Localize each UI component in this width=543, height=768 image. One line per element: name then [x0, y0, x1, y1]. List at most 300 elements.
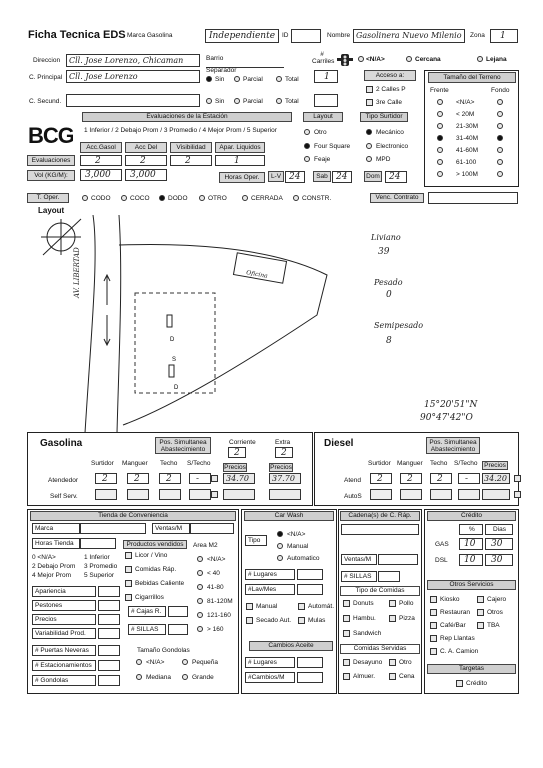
- vol-label: Vol (KG/M):: [27, 170, 75, 181]
- otros-label-0: Kiosko: [440, 596, 460, 603]
- dom-field[interactable]: [385, 171, 407, 183]
- carriles-label: # Carriles: [312, 51, 335, 65]
- layout-feaje-radio[interactable]: [304, 156, 310, 162]
- oper-radio-5[interactable]: [293, 195, 299, 201]
- producto-label-3: Cigarrillos: [135, 594, 164, 601]
- puertas-value-field[interactable]: [98, 645, 120, 656]
- precio-diesel-field[interactable]: [482, 473, 510, 484]
- gas-atend-field-1[interactable]: [127, 473, 149, 484]
- corriente-label: Corriente: [229, 439, 256, 446]
- marca-field[interactable]: [32, 523, 80, 534]
- vol2-field[interactable]: [125, 169, 167, 181]
- sep1-total-label: Total: [285, 76, 299, 83]
- gondola-pequena-label: Pequeña: [192, 659, 219, 666]
- name-label: Nombre: [327, 32, 351, 39]
- frente-radio-6[interactable]: [437, 171, 443, 177]
- dsl-self-field-2[interactable]: [430, 489, 452, 500]
- desayuno-checkbox[interactable]: [343, 659, 350, 666]
- bcg-logo-text: BCG: [28, 123, 73, 147]
- terreno-option-2: 21-30M: [456, 123, 479, 130]
- brand-field[interactable]: [205, 29, 279, 43]
- precio-corriente-field[interactable]: [223, 473, 255, 484]
- tienda-scale-4: 4 Mejor Prom: [32, 572, 72, 579]
- producto-checkbox-2[interactable]: [125, 580, 132, 587]
- dsl-atend-value-3: -: [465, 474, 469, 484]
- gondolas-field[interactable]: [32, 675, 96, 686]
- cw-lugares-value[interactable]: [297, 569, 323, 580]
- area-radio-0[interactable]: [197, 556, 203, 562]
- dsl-self-field-1[interactable]: [400, 489, 422, 500]
- direccion-field[interactable]: [66, 54, 200, 67]
- dsl-pct-field[interactable]: [459, 554, 483, 566]
- frente-radio-2[interactable]: [437, 123, 443, 129]
- producto-label-1: Comidas Ráp.: [135, 566, 177, 573]
- area-label-1: < 40: [207, 570, 220, 577]
- credito-tarjeta-label: Crédito: [466, 680, 487, 687]
- cajas-field[interactable]: [128, 606, 166, 617]
- tienda-scale-3: 3 Promedio: [84, 563, 118, 570]
- fondo-radio-0[interactable]: [497, 99, 503, 105]
- pollo-label: Pollo: [399, 600, 414, 607]
- metric-field-3[interactable]: [32, 628, 96, 639]
- cw-lav-field[interactable]: [245, 584, 295, 595]
- otros-checkbox-7[interactable]: [430, 648, 437, 655]
- lv-field[interactable]: [285, 171, 305, 183]
- terreno-option-5: 61-100: [456, 159, 477, 166]
- credito-pct-header: [459, 524, 483, 535]
- gondola-mediana-radio[interactable]: [136, 674, 142, 680]
- brand-label: Marca Gasolina: [127, 32, 173, 39]
- area-radio-2[interactable]: [197, 584, 203, 590]
- metric-field-0[interactable]: [32, 586, 96, 597]
- ca-mes-value[interactable]: [297, 672, 323, 683]
- fondo-radio-6[interactable]: [497, 171, 503, 177]
- metric-value-1[interactable]: [98, 600, 120, 611]
- cw-automat-checkbox[interactable]: [298, 603, 305, 610]
- oper-radio-2[interactable]: [159, 195, 165, 201]
- sep2-total-radio[interactable]: [276, 98, 282, 104]
- dsl-atend-field-3[interactable]: [458, 473, 480, 484]
- gas-atend-value-3: -: [196, 474, 200, 484]
- cadena-sillas-label: # SILLAS: [344, 573, 372, 580]
- tienda-title: Tienda de Conveniencia: [30, 511, 236, 521]
- pump-label-1: D: [170, 337, 175, 343]
- oper-label-1: COCO: [130, 195, 150, 202]
- area-label-4: 121-160: [207, 612, 231, 619]
- precio-corriente-value: 34.70: [226, 474, 249, 483]
- credito-tarjeta-checkbox[interactable]: [456, 680, 463, 687]
- diesel-title: Diesel: [324, 438, 354, 449]
- gas-col-surtidor: Surtidor: [91, 460, 114, 467]
- direccion-value: Cll. Jose Lorenzo, Chicaman: [69, 56, 184, 65]
- calles-p-checkbox[interactable]: [366, 86, 373, 93]
- terreno-option-6: > 100M: [456, 171, 478, 178]
- frente-radio-0[interactable]: [437, 99, 443, 105]
- donuts-checkbox[interactable]: [343, 600, 350, 607]
- precio-extra-value: 37.70: [272, 474, 295, 483]
- note-liviano: Liviano: [371, 233, 401, 242]
- eval-visibilidad-field[interactable]: [170, 155, 212, 166]
- form-title: Ficha Tecnica EDS: [28, 29, 126, 41]
- gas-precios-label-1: Precios: [224, 464, 246, 471]
- sab-field[interactable]: [332, 171, 352, 183]
- name-field[interactable]: [353, 29, 465, 43]
- otros-checkbox-0[interactable]: [430, 596, 437, 603]
- frente-radio-1[interactable]: [437, 111, 443, 117]
- atend-label: Atend: [344, 477, 361, 484]
- gas-dias-field[interactable]: [485, 538, 513, 550]
- fondo-radio-2[interactable]: [497, 123, 503, 129]
- gas-self-field-2[interactable]: [159, 489, 181, 500]
- cadena-ventas-field[interactable]: [341, 554, 377, 565]
- otros-label-1: Cajero: [487, 596, 507, 603]
- pump-island-1: [167, 315, 172, 327]
- principal-field[interactable]: [66, 70, 200, 83]
- dsl-pct-value: 10: [464, 555, 476, 565]
- cadena-sillas-field[interactable]: [341, 571, 377, 582]
- lot-boundary: [119, 244, 327, 425]
- oper-label-2: DODO: [168, 195, 188, 202]
- dsl-atend-field-2[interactable]: [430, 473, 452, 484]
- otros-label-3: Otros: [487, 609, 503, 616]
- cw-lugares-field[interactable]: [245, 569, 295, 580]
- gas-col-manguer: Manguer: [122, 460, 148, 467]
- cena-checkbox[interactable]: [389, 673, 396, 680]
- venc-label: Venc. Contrato: [370, 193, 424, 203]
- precio-extra-field[interactable]: [269, 473, 301, 484]
- ca-lugares-field[interactable]: [245, 657, 295, 668]
- tam-gondolas-title: Tamaño Gondolas: [137, 647, 190, 654]
- gas-self-field-0[interactable]: [95, 489, 117, 500]
- layout-otro-radio[interactable]: [304, 129, 310, 135]
- layout-feaje-label: Feaje: [314, 156, 331, 163]
- note-liviano-value: 39: [378, 247, 390, 257]
- dsl-atend-field-0[interactable]: [370, 473, 392, 484]
- cw-manual-checkbox[interactable]: [246, 603, 253, 610]
- acceso-cercana-radio[interactable]: [406, 56, 412, 62]
- secund-label: C. Secund.: [29, 98, 62, 105]
- dsl-chk-2[interactable]: [514, 491, 521, 498]
- acceso-cercana-label: Cercana: [415, 56, 441, 63]
- corriente-value: 2: [234, 448, 240, 458]
- cadena-name-field[interactable]: [341, 524, 419, 535]
- sandwich-checkbox[interactable]: [343, 630, 350, 637]
- acceso-header: Acceso a:: [364, 70, 416, 81]
- gas-chk-2[interactable]: [211, 491, 218, 498]
- sandwich-label: Sandwich: [353, 630, 382, 637]
- otros-checkbox-2[interactable]: [430, 609, 437, 616]
- vol1-field[interactable]: [80, 169, 122, 181]
- cadena-ventas-label: Ventas/M: [344, 556, 372, 563]
- eval-apar-value: 1: [234, 156, 240, 166]
- gas-precios-label-2: Precios: [270, 464, 292, 471]
- carriles-field[interactable]: [314, 70, 338, 83]
- pizza-checkbox[interactable]: [389, 615, 396, 622]
- puertas-field[interactable]: [32, 645, 96, 656]
- gas-self-field-3[interactable]: [189, 489, 211, 500]
- terreno-option-1: < 20M: [456, 111, 475, 118]
- producto-label-2: Bebidas Caliente: [135, 580, 185, 587]
- otros-title: Otros Servicios: [427, 580, 516, 590]
- vol2-value: 3,000: [130, 170, 156, 180]
- surtidor-electronico-label: Electronico: [376, 143, 409, 150]
- dsl-atend-field-1[interactable]: [400, 473, 422, 484]
- direccion-label: Direccion: [33, 57, 61, 64]
- sep2-total-label: Total: [285, 98, 299, 105]
- frente-radio-3[interactable]: [437, 135, 443, 141]
- metric-field-1[interactable]: [32, 600, 96, 611]
- gas-atend-value-0: 2: [102, 474, 108, 484]
- otro-comida-checkbox[interactable]: [389, 659, 396, 666]
- vol1-value: 3,000: [85, 170, 111, 180]
- dsl-col-manguer: Manguer: [397, 460, 423, 467]
- dom-value: 24: [389, 172, 401, 182]
- ventas-label: Ventas/M: [155, 525, 183, 532]
- road-edge-left: [85, 215, 95, 433]
- metric-label-2: Precios: [35, 616, 57, 623]
- gasolina-title: Gasolina: [40, 438, 83, 449]
- surtidor-electronico-radio[interactable]: [366, 143, 372, 149]
- metric-value-0[interactable]: [98, 586, 120, 597]
- fondo-radio-5[interactable]: [497, 159, 503, 165]
- ca-mes-field[interactable]: [245, 672, 295, 683]
- cajas-label: # Cajas R.: [131, 608, 162, 615]
- cw-automat-chk-label: Automát.: [308, 603, 335, 610]
- surtidor-mpd-label: MPD: [376, 156, 391, 163]
- canopy-outline: [135, 293, 215, 393]
- secund-field[interactable]: [66, 94, 200, 107]
- almuer-checkbox[interactable]: [343, 673, 350, 680]
- area-radio-5[interactable]: [197, 626, 203, 632]
- otros-checkbox-4[interactable]: [430, 622, 437, 629]
- dsl-self-field-3[interactable]: [458, 489, 480, 500]
- eval-col-accgasol: Acc.Gasol: [80, 142, 122, 153]
- lv-value: 24: [289, 172, 301, 182]
- gas-pct-field[interactable]: [459, 538, 483, 550]
- acceso-na-radio[interactable]: [358, 56, 364, 62]
- otros-label-6: Rep Llantas: [440, 635, 475, 642]
- metric-value-2[interactable]: [98, 614, 120, 625]
- oper-radio-1[interactable]: [121, 195, 127, 201]
- gondolas-label: # Gondolas: [35, 677, 69, 684]
- cw-na-label: <N/A>: [287, 531, 306, 538]
- note-pesado-value: 0: [386, 290, 392, 300]
- barrio-label: Barrio: [206, 55, 224, 62]
- tienda-scale-2: 2 Debajo Prom: [32, 563, 76, 570]
- layout-foursquare-radio[interactable]: [304, 143, 310, 149]
- cw-manual-label: Manual: [287, 543, 309, 550]
- pump-label-2: S: [172, 357, 177, 363]
- frente-radio-5[interactable]: [437, 159, 443, 165]
- dsl-dias-field[interactable]: [485, 554, 513, 566]
- tres-calle-checkbox[interactable]: [366, 99, 373, 106]
- dsl-self-field-0[interactable]: [370, 489, 392, 500]
- eval-scale: 1 Inferior / 2 Debajo Prom / 3 Promedio / 4 Mejor Prom / 5 Superior: [84, 127, 277, 134]
- sep1-sin-radio[interactable]: [206, 76, 212, 82]
- ca-lugares-label: # Lugares: [248, 659, 277, 666]
- horas-label: Horas Oper.: [219, 172, 265, 183]
- area-label-5: > 160: [207, 626, 224, 633]
- note-semipesado: Semipesado: [374, 321, 424, 330]
- producto-checkbox-1[interactable]: [125, 566, 132, 573]
- cadena-ventas-value[interactable]: [378, 554, 418, 565]
- eval-title: Evaluaciones de la Estación: [82, 112, 292, 122]
- producto-checkbox-3[interactable]: [125, 594, 132, 601]
- gas-credito-label: GAS: [435, 541, 449, 548]
- corriente-field[interactable]: [228, 447, 246, 458]
- carwash-title: Car Wash: [244, 511, 334, 521]
- gas-atend-field-0[interactable]: [95, 473, 117, 484]
- oper-radio-4[interactable]: [242, 195, 248, 201]
- eval-accdel-field[interactable]: [125, 155, 167, 166]
- metric-field-2[interactable]: [32, 614, 96, 625]
- estacionamientos-value-field[interactable]: [98, 660, 120, 671]
- carriles-value: 1: [324, 72, 330, 82]
- cw-na-radio[interactable]: [277, 531, 283, 537]
- gondola-pequena-radio[interactable]: [182, 659, 188, 665]
- otros-label-5: TBA: [487, 622, 500, 629]
- acceso-na-label: <N/A>: [366, 56, 385, 63]
- atendedor-label: Atendedor: [48, 477, 78, 484]
- sillas-value-field[interactable]: [168, 624, 188, 635]
- cw-tipo-field[interactable]: [245, 535, 267, 546]
- cw-auto-label: Automatico: [287, 555, 320, 562]
- tienda-scale-0: 0 <N/A>: [32, 554, 56, 561]
- marca-value-field[interactable]: [80, 523, 146, 534]
- sep2-parcial-radio[interactable]: [234, 98, 240, 104]
- dsl-col-surtidor: Surtidor: [368, 460, 391, 467]
- gas-chk-1[interactable]: [211, 475, 218, 482]
- zone-label: Zona: [470, 32, 485, 39]
- gondola-na-radio[interactable]: [136, 659, 142, 665]
- oper-radio-3[interactable]: [199, 195, 205, 201]
- fondo-radio-1[interactable]: [497, 111, 503, 117]
- acceso-lejana-radio[interactable]: [477, 56, 483, 62]
- metric-value-3[interactable]: [98, 628, 120, 639]
- arrow-down-icon: [104, 315, 110, 345]
- cadena-sillas-value[interactable]: [378, 571, 400, 582]
- gondola-grande-radio[interactable]: [182, 674, 188, 680]
- zone-field[interactable]: [490, 29, 518, 43]
- surtidor-mpd-radio[interactable]: [366, 156, 372, 162]
- sep1-sin-label: Sin: [215, 76, 225, 83]
- sep2-parcial-label: Parcial: [243, 98, 263, 105]
- precio-corriente-self-field[interactable]: [223, 489, 255, 500]
- dsl-chk-1[interactable]: [514, 475, 521, 482]
- cw-manual-radio[interactable]: [277, 543, 283, 549]
- ventas-field[interactable]: [152, 523, 190, 534]
- zone-value: 1: [500, 31, 506, 41]
- horas-tienda-value-field[interactable]: [80, 538, 116, 549]
- t-oper-label: T. Oper.: [27, 193, 69, 203]
- surtidor-header: Tipo Surtidor: [360, 112, 408, 122]
- coord-lat: 15°20'51"N: [424, 400, 478, 410]
- note-semipesado-value: 8: [386, 336, 392, 346]
- credito-dias-header: [485, 524, 513, 535]
- sep1-total-radio[interactable]: [276, 76, 282, 82]
- marca-label: Marca: [35, 525, 54, 532]
- otros-checkbox-1[interactable]: [477, 596, 484, 603]
- sab-value: 24: [336, 172, 348, 182]
- cajas-value-field[interactable]: [168, 606, 188, 617]
- cw-lav-label: #Lav/Mes: [248, 586, 277, 593]
- precio-extra-self-field[interactable]: [269, 489, 301, 500]
- estacionamientos-label: # Estacionamientos: [35, 662, 92, 669]
- precio-diesel-auto-field[interactable]: [482, 489, 510, 500]
- cw-mulas-checkbox[interactable]: [298, 617, 305, 624]
- diesel-pos-sim: Pos. Simultanea Abastecimiento: [426, 437, 480, 454]
- gas-atend-field-2[interactable]: [159, 473, 181, 484]
- venc-field[interactable]: [428, 192, 518, 204]
- layout-label: Layout: [38, 206, 65, 215]
- metric-label-0: Apariencia: [35, 588, 66, 595]
- otros-checkbox-6[interactable]: [430, 635, 437, 642]
- estacionamientos-field[interactable]: [32, 660, 96, 671]
- id-field[interactable]: [291, 29, 321, 43]
- servidas-title: Comidas Servidas: [340, 644, 420, 654]
- cw-lugares-label: # Lugares: [248, 571, 277, 578]
- cw-secado-checkbox[interactable]: [246, 617, 253, 624]
- surtidor-mecanico-radio[interactable]: [366, 129, 372, 135]
- area-radio-3[interactable]: [197, 598, 203, 604]
- pollo-checkbox[interactable]: [389, 600, 396, 607]
- carriles2-field[interactable]: [314, 94, 338, 107]
- extra-field[interactable]: [275, 447, 293, 458]
- frente-radio-4[interactable]: [437, 147, 443, 153]
- dsl-atend-value-2: 2: [437, 474, 443, 484]
- layout-header: Layout: [303, 112, 343, 122]
- area-radio-1[interactable]: [197, 570, 203, 576]
- fondo-radio-4[interactable]: [497, 147, 503, 153]
- eval-accgasol-field[interactable]: [80, 155, 122, 166]
- tienda-scale-1: 1 Inferior: [84, 554, 110, 561]
- cw-auto-radio[interactable]: [277, 555, 283, 561]
- gas-atend-field-3[interactable]: [189, 473, 211, 484]
- sillas-label: # SILLAS: [131, 626, 159, 633]
- area-radio-4[interactable]: [197, 612, 203, 618]
- fondo-radio-3[interactable]: [497, 135, 503, 141]
- ca-lugares-value[interactable]: [297, 657, 323, 668]
- traffic-light-icon: [337, 53, 353, 67]
- eval-apar-field[interactable]: [215, 155, 265, 166]
- oper-radio-0[interactable]: [82, 195, 88, 201]
- oper-label-5: CONSTR.: [302, 195, 332, 202]
- gondolas-value-field[interactable]: [98, 675, 120, 686]
- cw-lav-value[interactable]: [297, 584, 323, 595]
- credito-title: Crédito: [427, 511, 516, 521]
- terreno-option-3: 31-40M: [456, 135, 479, 142]
- otros-checkbox-5[interactable]: [477, 622, 484, 629]
- otros-label-2: Restauran: [440, 609, 470, 616]
- gas-self-field-1[interactable]: [127, 489, 149, 500]
- ventas-value-field[interactable]: [190, 523, 234, 534]
- principal-label: C. Principal: [29, 74, 63, 81]
- sep1-parcial-radio[interactable]: [234, 76, 240, 82]
- sillas-field[interactable]: [128, 624, 166, 635]
- sep1-parcial-label: Parcial: [243, 76, 263, 83]
- otros-checkbox-3[interactable]: [477, 609, 484, 616]
- desayuno-label: Desayuno: [353, 659, 383, 666]
- sep2-sin-radio[interactable]: [206, 98, 212, 104]
- area-label-0: <N/A>: [207, 556, 226, 563]
- producto-checkbox-0[interactable]: [125, 552, 132, 559]
- street-label: AV. LIBERTAD: [73, 247, 81, 298]
- horas-tienda-field[interactable]: [32, 538, 80, 549]
- dsl-atend-value-0: 2: [377, 474, 383, 484]
- calles-p-label: 2 Calles P: [376, 86, 406, 93]
- hambu-checkbox[interactable]: [343, 615, 350, 622]
- eval-col-visibilidad: Visibilidad: [170, 142, 212, 153]
